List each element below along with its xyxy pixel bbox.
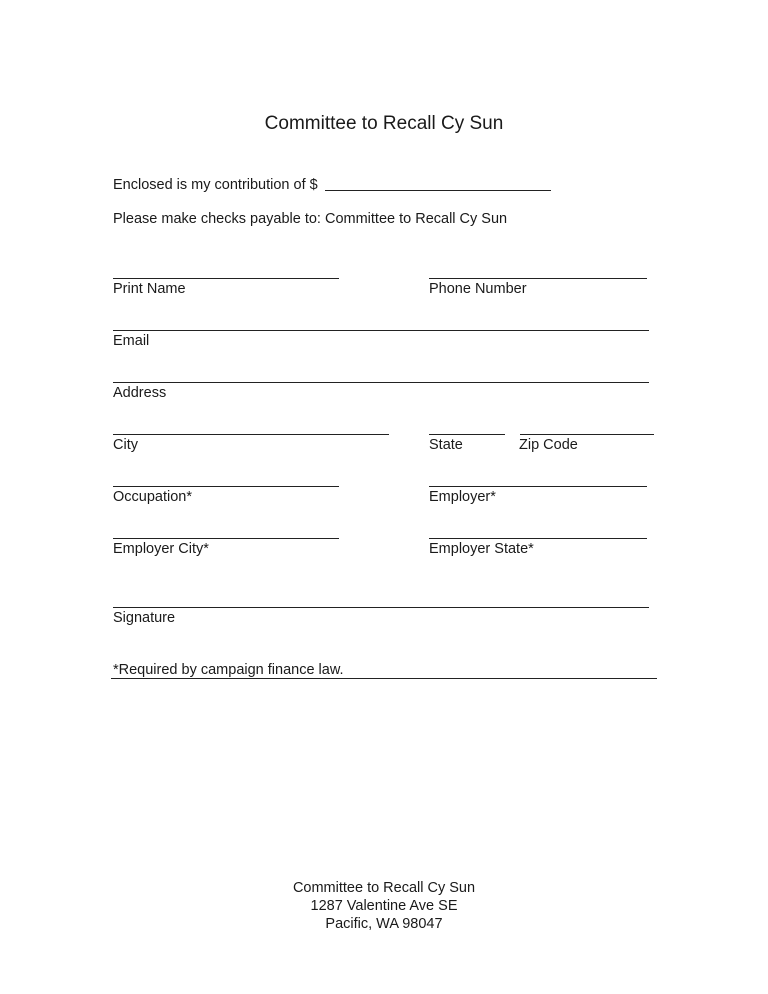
page-title: Committee to Recall Cy Sun — [264, 113, 504, 134]
signature-field[interactable] — [113, 607, 649, 608]
contribution-amount-field[interactable] — [325, 190, 551, 191]
employer-state-field[interactable] — [429, 538, 647, 539]
employer-city-field[interactable] — [113, 538, 339, 539]
zip-code-field[interactable] — [520, 434, 654, 435]
employer-label: Employer* — [429, 489, 496, 505]
zip-code-label: Zip Code — [519, 437, 578, 453]
address-label: Address — [113, 385, 167, 401]
address-field[interactable] — [113, 382, 649, 383]
print-name-label: Print Name — [113, 281, 186, 297]
city-label: City — [113, 437, 138, 453]
employer-city-label: Employer City* — [113, 541, 209, 557]
signature-label: Signature — [113, 610, 176, 626]
footer-street: 1287 Valentine Ave SE — [310, 898, 458, 914]
payable-statement: Please make checks payable to: Committee to Recall Cy Sun — [113, 211, 508, 227]
email-field[interactable] — [113, 330, 649, 331]
contribution-text: Enclosed is my contribution of $ — [113, 177, 318, 193]
print-name-field[interactable] — [113, 278, 339, 279]
state-label: State — [429, 437, 463, 453]
footer-city-state-zip: Pacific, WA 98047 — [325, 916, 443, 932]
employer-state-label: Employer State* — [429, 541, 534, 557]
city-field[interactable] — [113, 434, 389, 435]
occupation-field[interactable] — [113, 486, 339, 487]
required-note-underline — [111, 678, 657, 679]
phone-number-field[interactable] — [429, 278, 647, 279]
employer-field[interactable] — [429, 486, 647, 487]
occupation-label: Occupation* — [113, 489, 192, 505]
phone-number-label: Phone Number — [429, 281, 527, 297]
footer-committee-name: Committee to Recall Cy Sun — [292, 880, 476, 896]
required-note: *Required by campaign finance law. — [113, 662, 344, 678]
state-field[interactable] — [429, 434, 505, 435]
footer-address-block — [0, 879, 768, 933]
email-label: Email — [113, 333, 150, 349]
contribution-statement — [113, 177, 318, 193]
